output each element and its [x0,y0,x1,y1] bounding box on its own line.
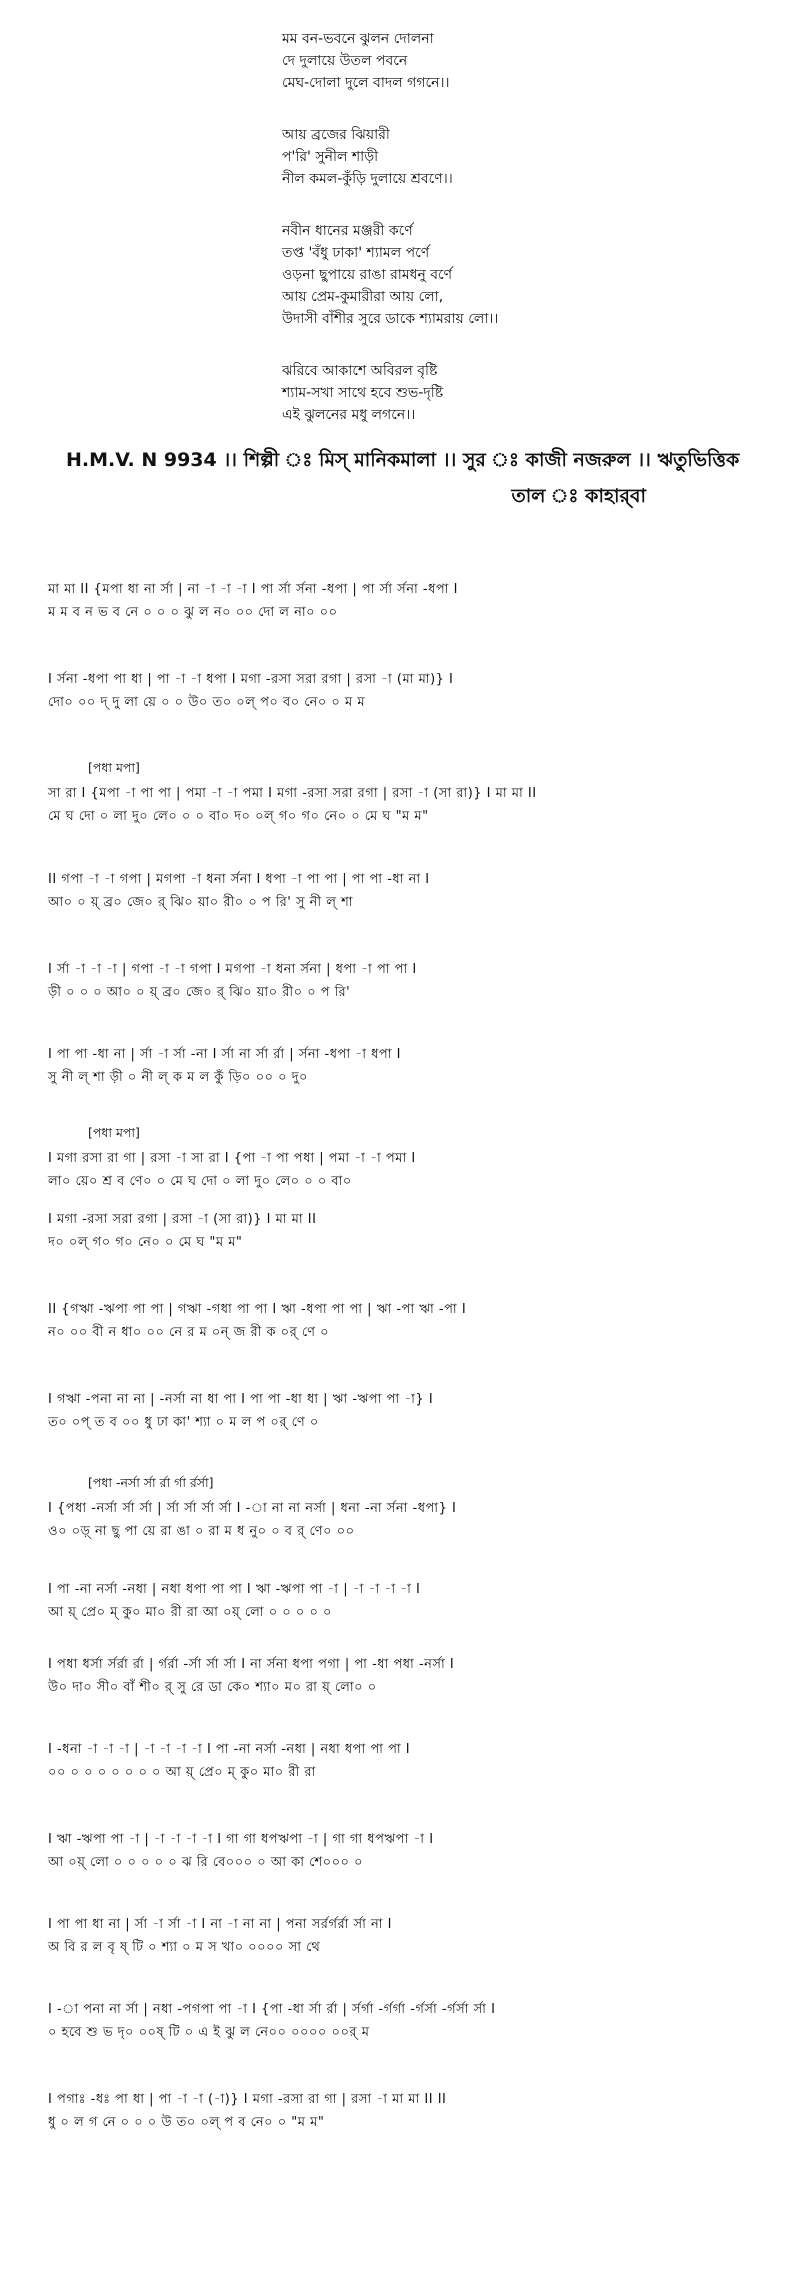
notation-block [48,1300,768,1344]
swara-line: I -ধনা -া -া -া | -া -া -া -া I পা -না নর্সা -নধা | নধা ধপা পা পা I [48,1742,411,1757]
lyric-syllables: আ০ ০ য়্ ব্র০ জে০ র্ ঝি০ য়া০ রী০ ০ প রি' সু নী ল্ শা [48,895,354,910]
swara-line: I {পধা -নর্সা র্সা র্সা | র্সা র্সা র্সা র্সা I -া না না নর্সা | ধনা -না র্সনা -ধপা} I [48,1501,457,1516]
swara-line: মা মা II {মপা ধা না র্সা | না -া -া -া I পা র্সা র্সনা -ধপা | পা র্সা র্সনা -ধপা I [48,582,458,597]
lyric-syllables: ০ হবে শু ভ দৃ০ ০০ষ্ টি ০ এ ই ঝু ল নে০০ ০০০০ ০০র্ ম [48,2025,370,2040]
lyrics-poem [282,28,742,456]
lyric-syllables: ত০ ০প্ ত ব ০০ ধু ঢা কা' শ্যা ০ ম ল প ০র্ ণে ০ [48,1415,319,1430]
lyric-syllables: ম ম ব ন ভ ব নে ০ ০ ০ ঝু ল ন০ ০০ দো ল না০ ০০ [48,605,338,620]
lyric-line: আয় প্রেম-কুমারীরা আয় লো, [282,289,444,305]
notation-block [48,760,768,828]
swara-line: সা রা I {মপা -া পা পা | পমা -া -া পমা I মগা -রসা সরা রগা | রসা -া (সা রা)} I মা মা II [48,786,537,801]
swara-line: II {গঋা -ঋপা পা পা | গঋা -গধা পা পা I ঋা -ধপা পা পা | ঋা -পা ঋা -পা I [48,1302,467,1317]
lyric-syllables: ০০ ০ ০ ০ ০ ০ ০ ০ আ য়্ প্রে০ ম্ কু০ মা০ রী রা [48,1765,316,1780]
stanza-2 [282,124,742,190]
notation-block [48,1740,768,1784]
lyric-line: প'রি' সুনীল শাড়ী [282,149,379,165]
notation-block [48,1125,768,1193]
notation-block [48,670,768,714]
stanza-4 [282,360,742,426]
lyric-syllables: উ০ দা০ সী০ বাঁ শী০ র্ সু রে ডা কে০ শ্যা০ ম০ রা য়্ লো০ ০ [48,1680,377,1695]
notation-block [48,1655,768,1699]
lyric-syllables: ড়ী ০ ০ ০ আ০ ০ য়্ ব্র০ জে০ র্ ঝি০ য়া০ রী০ ০ প রি' [48,985,351,1000]
lyric-line: শ্যাম-সখা সাথে হবে শুভ-দৃষ্টি [282,385,444,401]
swara-line: II গপা -া -া গপা | মগপা -া ধনা র্সনা I ধপা -া পা পা | পা পা -ধা না I [48,872,430,887]
notation-block [48,1390,768,1434]
lyric-syllables: ধু ০ ল গ নে ০ ০ ০ উ ত০ ০ল্ প ব নে০ ০ "ম ম" [48,2115,325,2130]
lyric-syllables: ও০ ০ড়্ না ছু পা য়ে রা ঙা ০ রা ম ধ নু০ ০ ব র্ ণে০ ০০ [48,1524,355,1539]
lyric-line: ঝরিবে আকাশে অবিরল বৃষ্টি [282,363,438,379]
notation-block [48,1475,768,1543]
notation-block [48,2000,768,2044]
lyric-line: নবীন ধানের মঞ্জরী কর্ণে [282,223,413,239]
lyric-syllables: অ বি র ল বৃ ষ্ টি ০ শ্যা ০ ম স খা০ ০০০০ সা থে [48,1940,321,1955]
lyric-syllables: ন০ ০০ বী ন ধা০ ০০ নে র ম ০ন্ জ রী ক ০র্ ণে ০ [48,1325,330,1340]
lyric-line: মেঘ-দোলা দুলে বাদল গগনে।। [282,75,450,91]
record-number: H.M.V. N 9934 [66,449,217,471]
swara-line: I গঋা -পনা না না | -নর্সা না ধা পা I পা পা -ধা ধা | ঋা -ঋপা পা -া} I [48,1392,434,1407]
swara-line: I র্সা -া -া -া | গপা -া -া গপা I মগপা -া ধনা র্সনা | ধপা -া পা পা I [48,962,417,977]
song-category: ঋতুভিত্তিক [657,449,740,471]
lyric-syllables: মে ঘ দো ০ লা দু০ লে০ ০ ০ বা০ দ০ ০ল্ গ০ গ০ নে০ ০ মে ঘ "ম ম" [48,809,429,824]
notation-block [48,580,768,624]
notation-bracket: [পধা মপা] [88,1125,140,1140]
lyric-syllables: আ য়্ প্রে০ ম্ কু০ মা০ রী রা আ ০য়্ লো ০ ০ ০ ০ ০ [48,1605,333,1620]
stanza-1 [282,28,742,94]
notation-block [48,1580,768,1624]
taal-label: তাল ঃ কাহার্‌বা [511,485,646,507]
composer-credit: সুর ঃ কাজী নজরুল ।। [462,449,651,471]
swara-line: I পা পা ধা না | র্সা -া র্সা -া I না -া না না | পনা সর্রর্গর্রা র্সা না I [48,1917,393,1932]
swara-line: I পা পা -ধা না | র্সা -া র্সা -না I র্সা না র্সা র্রা | র্সনা -ধপা -া ধপা I [48,1047,401,1062]
lyric-line: তপ্ত 'বঁধু ঢাকা' শ্যামল পর্ণে [282,245,430,261]
notation-block [48,1045,768,1089]
notation-block [48,2090,768,2134]
notation-block [48,870,768,914]
notation-bracket: [পধা মপা] [88,760,140,775]
swara-line: I র্সনা -ধপা পা ধা | পা -া -া ধপা I মগা -রসা সরা রগা | রসা -া (মা মা)} I [48,672,454,687]
notation-block [48,960,768,1004]
header-line-1 [66,446,786,478]
notation-block [48,1915,768,1959]
lyric-line: ওড়না ছুপায়ে রাঙা রামধনু বর্ণে [282,267,453,283]
lyric-line: দে দুলায়ে উতল পবনে [282,53,408,69]
lyric-line: নীল কমল-কুঁড়ি দুলায়ে শ্রবণে।। [282,171,453,187]
swara-line: I ঋা -ঋপা পা -া | -া -া -া -া I গা গা ধপঋপা -া | গা গা ধপঋপা -া I [48,1832,434,1847]
lyric-line: মম বন-ভবনে ঝুলন দোলনা [282,31,434,47]
lyric-line: উদাসী বাঁশীর সুরে ডাকে শ্যামরায় লো।। [282,311,499,327]
song-header [66,446,786,514]
notation-block [48,1830,768,1874]
lyric-syllables: দো০ ০০ দ্ দু লা য়ে ০ ০ উ০ ত০ ০ল্ প০ ব০ নে০ ০ ম ম [48,695,366,710]
swara-line: I পগাঃ -ধঃ পা ধা | পা -া -া (-া)} I মগা -রসা রা গা | রসা -া মা মা II II [48,2092,447,2107]
notation-block [48,1210,768,1254]
swara-line: I মগা -রসা সরা রগা | রসা -া (সা রা)} I মা মা II [48,1212,317,1227]
artist-credit: ।। শিল্পী ঃ মিস্ মানিকমালা ।। [223,449,457,471]
lyric-syllables: লা০ য়ে০ শ্র ব ণে০ ০ মে ঘ দো ০ লা দু০ লে০ ০ ০ বা০ [48,1174,352,1189]
notation-bracket: [পধা -নর্সা র্সা র্রা র্গা র্রর্সা] [88,1475,214,1490]
lyric-syllables: দ০ ০ল্ গ০ গ০ নে০ ০ মে ঘ "ম ম" [48,1235,243,1250]
lyric-syllables: সু নী ল্ শা ড়ী ০ নী ল্ ক ম ল কুঁ ড়ি০ ০০ ০ দু০ [48,1070,309,1085]
swara-line: I পধা ধর্সা র্সর্রা র্রা | র্গর্রা -র্সা র্সা র্সা I না র্সনা ধপা পগা | পা -ধা পধা -নর্সা I [48,1657,455,1672]
lyric-line: আয় ব্রজের ঝিয়ারী [282,127,390,143]
stanza-3 [282,220,742,330]
swara-line: I -া পনা না র্সা | নধা -পগপা পা -া I {পা -ধা র্সা র্রা | র্সর্গা -র্গর্গা -র্গর্সা -র্গর্সা র্সা I [48,2002,496,2017]
swara-line: I মগা রসা রা গা | রসা -া সা রা I {পা -া পা পধা | পমা -া -া পমা I [48,1151,416,1166]
lyric-line: এই ঝুলনের মধু লগনে।। [282,407,416,423]
lyric-syllables: আ ০য়্ লো ০ ০ ০ ০ ০ ঝ রি বে০০০ ০ আ কা শে০০০ ০ [48,1855,364,1870]
swara-line: I পা -না নর্সা -নধা | নধা ধপা পা পা I ঋা -ঋপা পা -া | -া -া -া -া I [48,1582,421,1597]
